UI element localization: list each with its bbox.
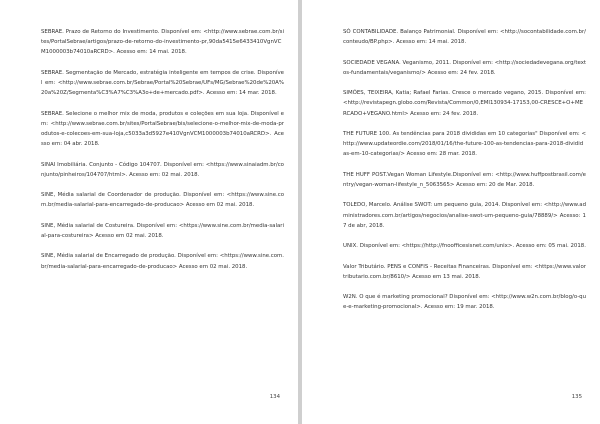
reference-item: SINAI Imobiliária. Conjunto - Código 104707. Disponível em: <https://www.sinaiadm.br/conjunto/pinheiros/104707/html>. Acesso em: 02 mai. 2018. (41, 161, 284, 178)
reference-item: SINE, Média salarial de Coordenador de produção. Disponível em: <https://www.sine.com.br/media-salarial-para-encarregado-de-producao> Acesso em 02 mai. 2018. (41, 192, 284, 209)
reference-list (343, 27, 586, 313)
right-page (302, 0, 600, 424)
reference-item: TOLEDO, Marcelo. Análise SWOT: um pequeno guia, 2014. Disponível em: <http://www.administradores.com.br/artigos/negocios/analise-swot-um-pequeno-guia/78889/> Acesso: 17 de abr, 2018. (343, 202, 586, 229)
reference-item: W2N. O que é marketing promocional? Disponível em: <http://www.w2n.com.br/blog/o-que-e-marketing-promocional>. Acesso em: 19 mar. 2018. (343, 294, 586, 311)
page-number: 134 (269, 394, 280, 400)
reference-item: SINE, Média salarial de Costureira. Disponível em: <https://www.sine.com.br/media-salarial-para-costureira> Acesso em 02 mai. 2018. (41, 222, 284, 239)
reference-item: SEBRAE. Segmentação de Mercado, estratégia inteligente em tempos de crise. Disponível em: <http://www.sebrae.com.br/Sebrae/Portal%20Sebrae/UFs/MG/Sebrae%20de%20A%20a%20Z/Segmenta%C3%A7%C3%A3o+de+mercado.pdf>. Acesso em: 14 mar. 2018. (41, 69, 284, 97)
reference-item: Valor Tributário. PENS e CONFIS - Receitas Financeiras. Disponível em: <https://www.valortributario.com.br/8610/> Acesso em 13 mai. 2018. (343, 263, 586, 280)
left-page (0, 0, 298, 424)
reference-list (41, 27, 284, 272)
page-number: 135 (571, 394, 582, 400)
reference-item: SÓ CONTABILIDADE. Balanço Patrimonial. Disponível em: <http://socontabilidade.com.br/conteudo/BP.php>. Acesso em: 14 mai. 2018. (343, 29, 586, 46)
reference-item: SIMÕES, TEIXEIRA, Katia; Rafael Farias. Cresce o mercado vegano, 2015. Disponível em: <http://revistapegn.globo.com/Revista/Common/0,EMI130934-17153,00-CRESCE+O+MERCADO+VEGANO.html> Acesso em: 24 fev. 2018. (343, 90, 586, 117)
reference-item: SINE, Média salarial de Encarregado de produção. Disponível em: <https://www.sine.com.br/media-salarial-para-encarregado-de-producao> Acesso em 02 mai. 2018. (41, 253, 284, 270)
reference-item: SOCIEDADE VEGANA. Veganismo, 2011. Disponível em: <http://sociedadevegana.org/textos-fundamentais/veganismo/> Acesso em: 24 fev. 2018. (343, 59, 586, 76)
reference-item: THE HUFF POST.Vegan Woman Lifestyle.Disponível em: <http://www.huffpostbrasil.com/entry/vegan-woman-lifestyle_n_5063565> Acesso em: 20 de Mar. 2018. (343, 171, 586, 188)
reference-item: THE FUTURE 100. As tendências para 2018 divididas em 10 categorias" Disponível em: <http://www.updateordie.com/2018/01/16/the-future-100-as-tendencias-para-2018-divididas-em-10-categorias/> Acesso em: 28 mar. 2018. (343, 130, 586, 158)
reference-item: SEBRAE. Selecione o melhor mix de moda, produtos e coleções em sua loja. Disponível em: <http://www.sebrae.com.br/sites/PortalSebrae/bis/selecione-o-melhor-mix-de-moda-produtos-e-colecoes-em-sua-loja,c5033a3d5927e410VgnVCM1000003b74010aRCRD>. Acesso em: 04 abr. 2018. (41, 110, 284, 148)
reference-item: UNIX. Disponível em: <https://http://fnoofficesisnet.com/unix>. Acesso em: 05 mai. 2018. (343, 243, 586, 250)
reference-item: SEBRAE. Prazo de Retorno do Investimento. Disponível em: <http://www.sebrae.com.br/sites/PortalSebrae/artigos/prazo-de-retorno-do-investimento-pr,90da5415e6433410VgnVCM1000003b74010aRCRD>. Acesso em: 14 mai. 2018. (41, 29, 284, 56)
